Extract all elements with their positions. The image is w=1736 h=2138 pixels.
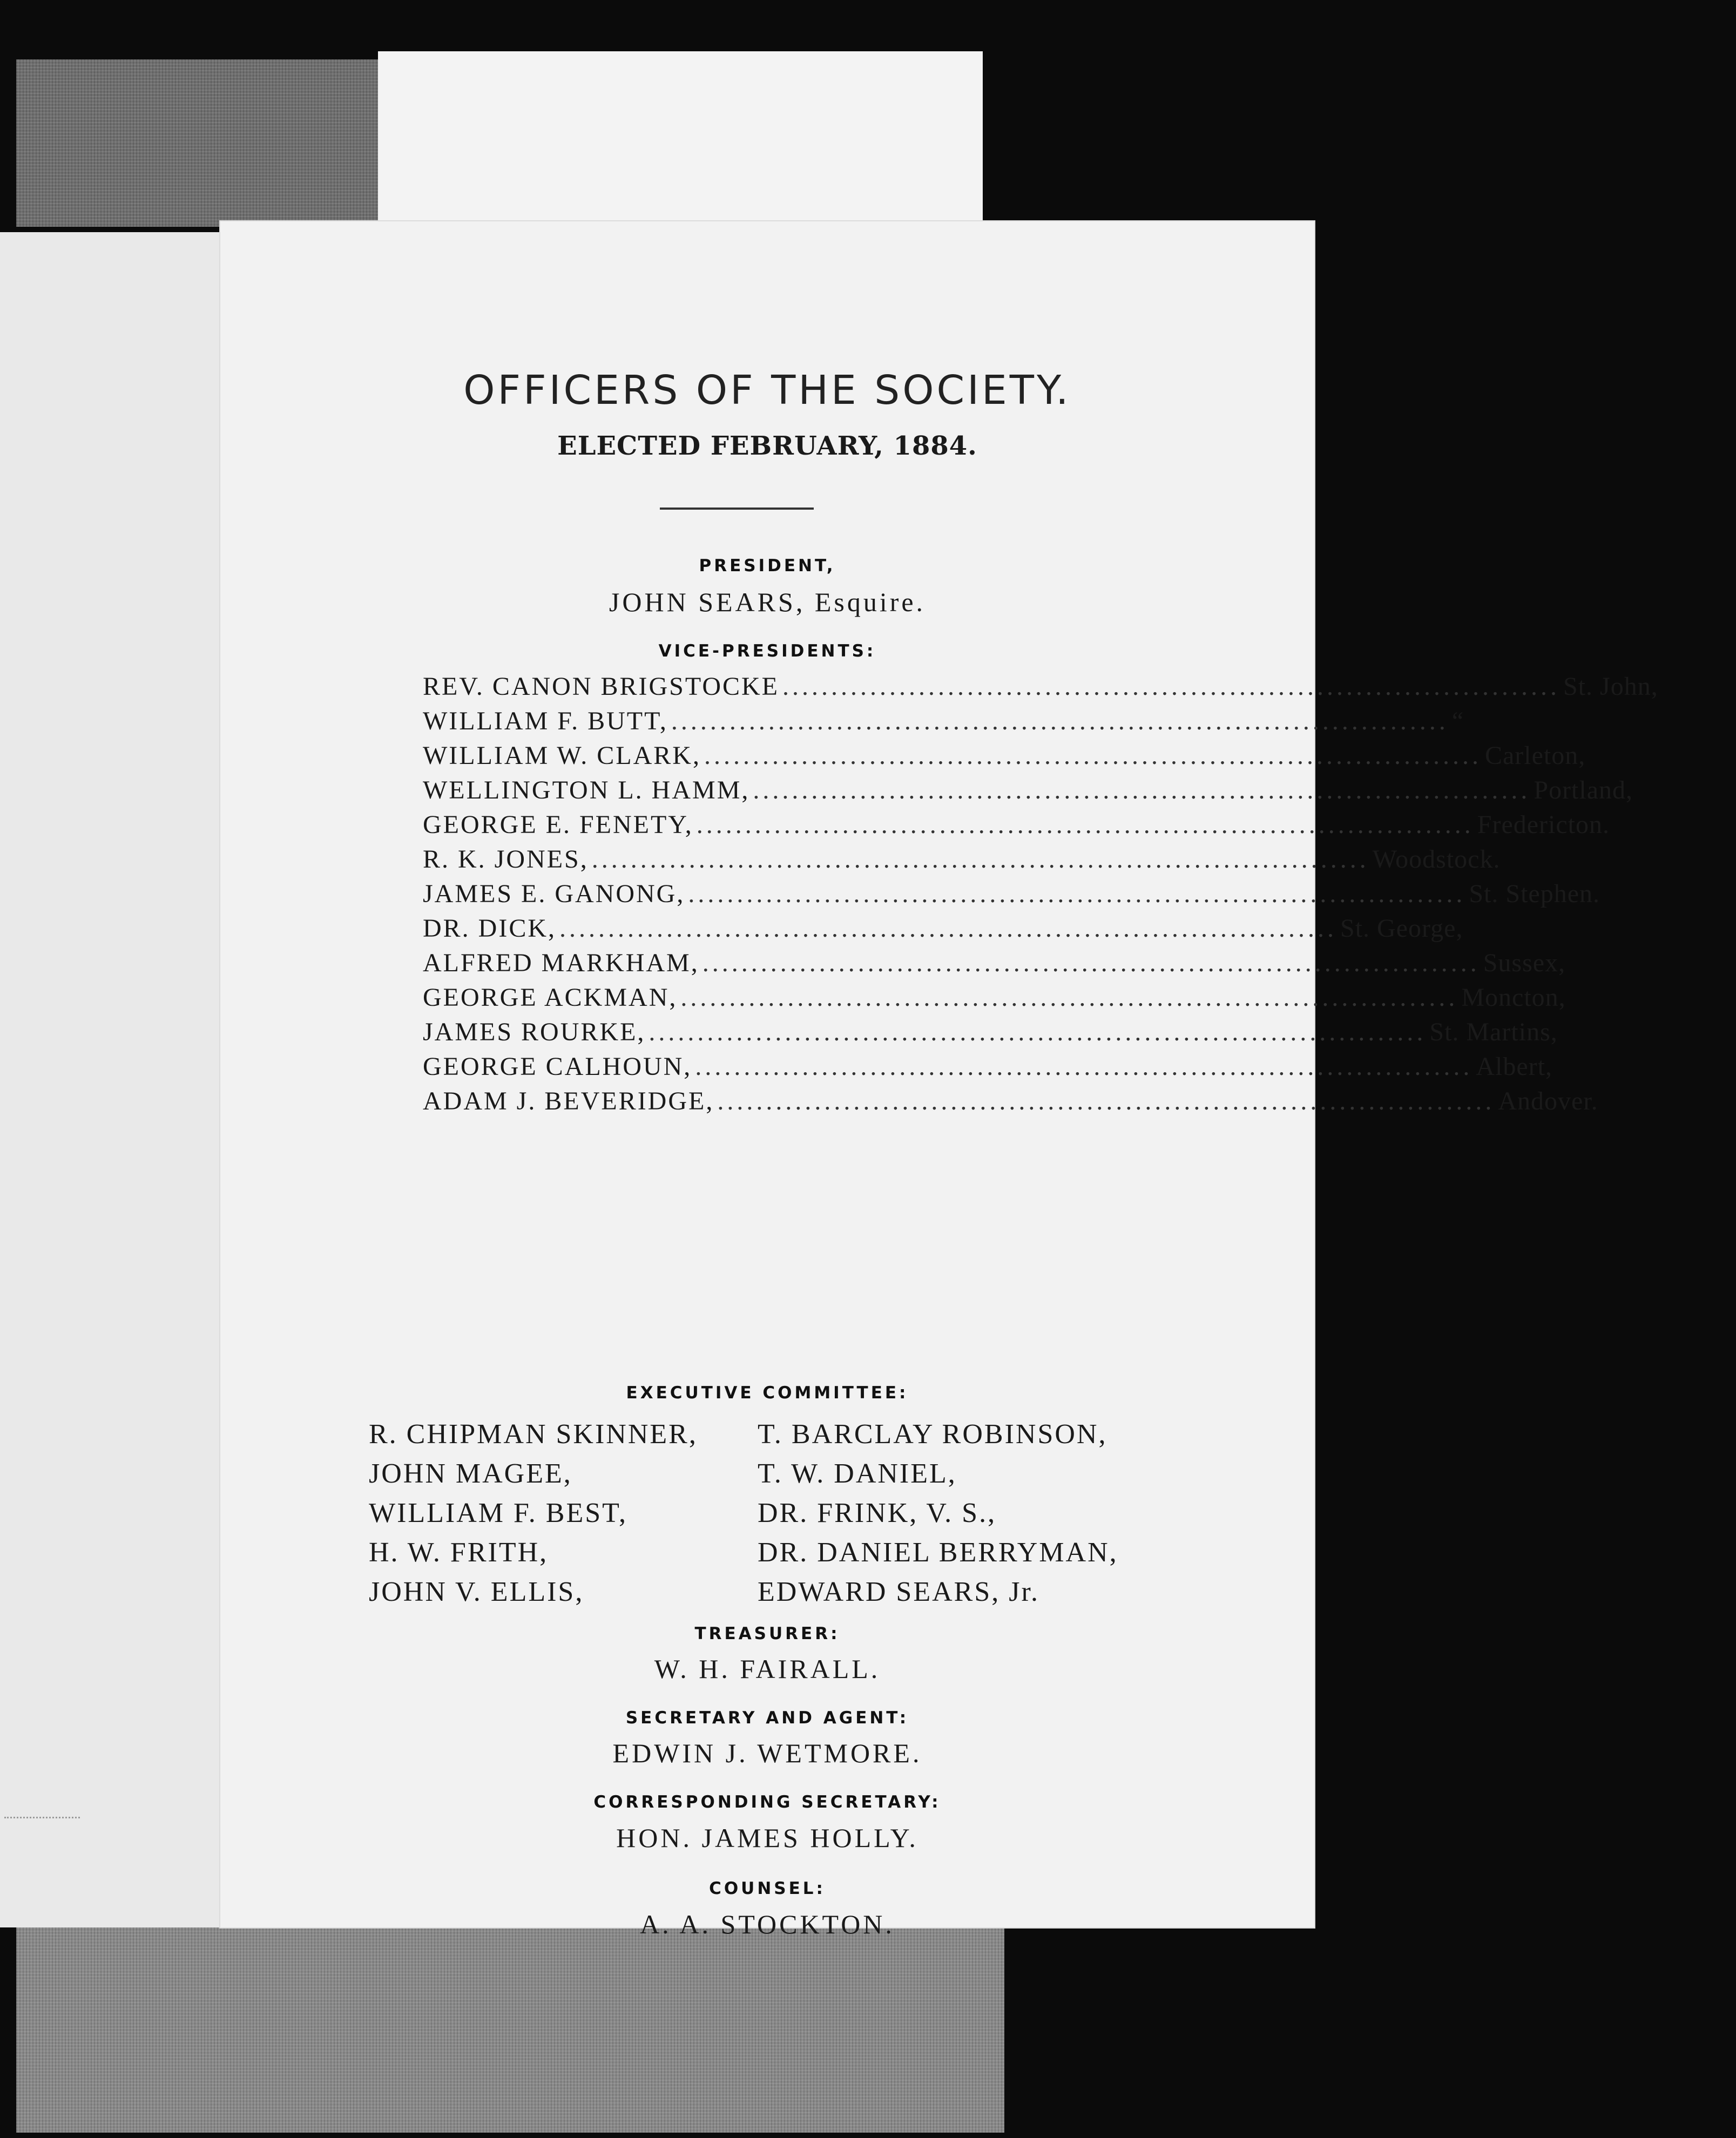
vice-president-row (423, 877, 1600, 911)
vice-president-row (423, 911, 1463, 946)
facing-page (0, 232, 223, 1927)
vice-president-row (423, 704, 1464, 739)
dot-leader: ................................................................................ (680, 983, 1458, 1012)
vice-president-name: ADAM J. BEVERIDGE, (423, 1087, 714, 1115)
election-date: ELECTED FEBRUARY, 1884. (557, 431, 977, 461)
executive-committee-member: DR. FRINK, V. S., (758, 1498, 997, 1528)
vice-president-place: Andover. (1498, 1087, 1598, 1115)
dot-leader: ................................................................................ (688, 879, 1466, 908)
vice-president-name: REV. CANON BRIGSTOCKE (423, 672, 779, 701)
executive-committee-heading: EXECUTIVE COMMITTEE: (626, 1383, 909, 1403)
executive-committee-member: JOHN V. ELLIS, (369, 1577, 584, 1607)
dot-leader: ................................................................................ (702, 949, 1480, 977)
facing-page-mark (4, 1817, 80, 1824)
vice-president-place: Woodstock. (1372, 845, 1501, 874)
executive-committee-member: EDWARD SEARS, Jr. (758, 1577, 1039, 1607)
treasurer-heading: TREASURER: (694, 1624, 840, 1643)
vice-president-place: Portland, (1534, 776, 1633, 804)
vice-president-place: Albert, (1476, 1052, 1552, 1081)
document-page (220, 221, 1658, 1939)
page-content (220, 221, 1658, 1939)
president-name: JOHN SEARS, Esquire. (609, 587, 926, 617)
treasurer-name: W. H. FAIRALL. (654, 1654, 881, 1684)
executive-committee-member: JOHN MAGEE, (369, 1458, 572, 1489)
book-binding-cloth (16, 1927, 1004, 2133)
vice-president-place: St. George, (1340, 914, 1463, 943)
vice-president-place: “ (1451, 707, 1464, 735)
vice-president-place: Fredericton. (1477, 810, 1610, 839)
dot-leader: ................................................................................ (704, 741, 1482, 770)
president-heading: PRESIDENT, (699, 556, 836, 576)
executive-committee-right-column (758, 1415, 1118, 1612)
corresponding-secretary-name: HON. JAMES HOLLY. (616, 1823, 918, 1853)
vice-president-place: St. Martins, (1429, 1018, 1558, 1046)
dot-leader: ................................................................................ (753, 776, 1531, 804)
vice-president-name: WELLINGTON L. HAMM, (423, 776, 750, 804)
executive-committee-member: H. W. FRITH, (369, 1537, 549, 1568)
vice-presidents-list (423, 669, 1658, 1119)
vice-president-row (423, 1015, 1558, 1050)
dot-leader: ................................................................................ (717, 1087, 1495, 1115)
dot-leader: ................................................................................ (696, 810, 1474, 839)
vice-president-row (423, 773, 1633, 808)
executive-committee-member: T. BARCLAY ROBINSON, (758, 1419, 1107, 1450)
vice-president-name: GEORGE CALHOUN, (423, 1052, 692, 1081)
vice-president-row (423, 1050, 1552, 1084)
vice-president-name: WILLIAM F. BUTT, (423, 707, 668, 735)
book-cover-cloth (16, 59, 378, 227)
dot-leader: ................................................................................ (649, 1018, 1427, 1046)
executive-committee-member: R. CHIPMAN SKINNER, (369, 1419, 698, 1450)
vice-president-name: JAMES E. GANONG, (423, 879, 685, 908)
vice-president-name: R. K. JONES, (423, 845, 589, 874)
vice-president-row (423, 1084, 1598, 1119)
vice-president-place: St. Stephen. (1469, 879, 1600, 908)
page-title: OFFICERS OF THE SOCIETY. (463, 367, 1071, 414)
vice-president-place: St. John, (1563, 672, 1658, 701)
vice-president-row (423, 669, 1658, 704)
vice-president-name: WILLIAM W. CLARK, (423, 741, 701, 770)
vice-president-name: ALFRED MARKHAM, (423, 949, 699, 977)
divider-rule (660, 508, 814, 510)
vice-president-row (423, 946, 1566, 980)
vice-presidents-heading: VICE-PRESIDENTS: (658, 641, 876, 661)
vice-president-place: Carleton, (1484, 741, 1586, 770)
vice-president-name: DR. DICK, (423, 914, 557, 943)
executive-committee-left-column (369, 1415, 698, 1612)
dot-leader: ................................................................................ (559, 914, 1338, 943)
dot-leader: ................................................................................ (782, 672, 1560, 701)
vice-president-name: GEORGE ACKMAN, (423, 983, 678, 1012)
vice-president-row (423, 842, 1501, 877)
vice-president-place: Sussex, (1483, 949, 1566, 977)
executive-committee-member: T. W. DANIEL, (758, 1458, 957, 1489)
dot-leader: ................................................................................ (591, 845, 1369, 874)
secretary-heading: SECRETARY AND AGENT: (625, 1708, 909, 1728)
vice-president-row (423, 980, 1566, 1015)
dot-leader: ................................................................................ (695, 1052, 1473, 1081)
vice-president-row (423, 808, 1610, 842)
executive-committee-member: DR. DANIEL BERRYMAN, (758, 1537, 1118, 1568)
dot-leader: ................................................................................ (671, 707, 1449, 735)
vice-president-place: Moncton, (1461, 983, 1566, 1012)
vice-president-row (423, 739, 1586, 773)
executive-committee-member: WILLIAM F. BEST, (369, 1498, 628, 1528)
corresponding-secretary-heading: CORRESPONDING SECRETARY: (593, 1792, 941, 1812)
vice-president-name: JAMES ROURKE, (423, 1018, 646, 1046)
counsel-heading: COUNSEL: (709, 1879, 826, 1898)
counsel-name: A. A. STOCKTON. (640, 1909, 895, 1939)
vice-president-name: GEORGE E. FENETY, (423, 810, 693, 839)
secretary-name: EDWIN J. WETMORE. (612, 1738, 922, 1768)
